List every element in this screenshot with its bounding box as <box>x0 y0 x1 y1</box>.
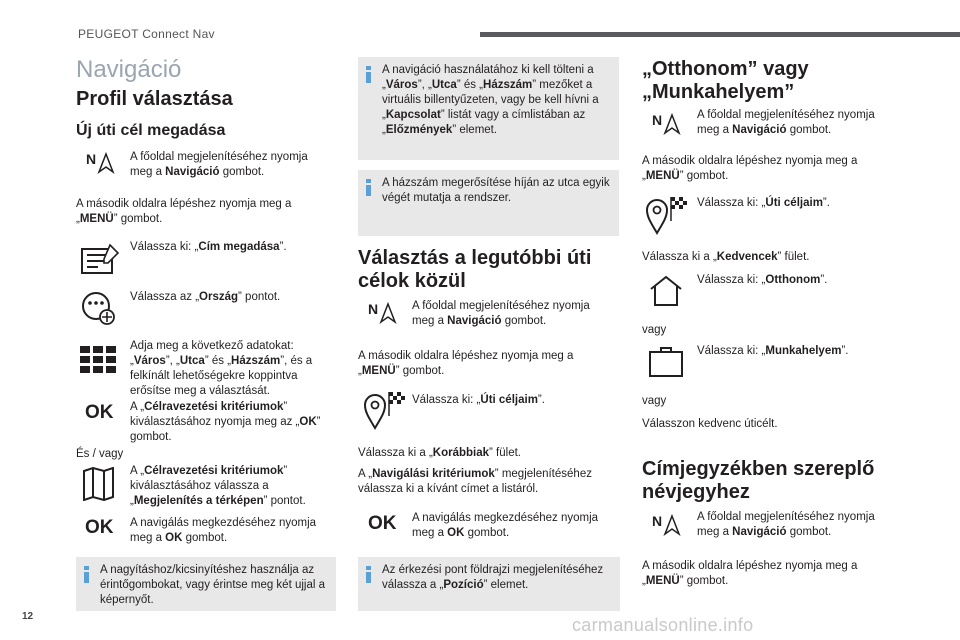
navigation-icon <box>652 111 682 135</box>
paragraph <box>358 446 618 461</box>
section-heading: „Otthonom” vagy „Munkahelyem” <box>642 58 809 103</box>
emphasized-term: Célravezetési kritériumok <box>144 401 284 413</box>
emphasized-term: Úti céljaim <box>480 394 538 406</box>
or-label: És / vagy <box>76 448 124 460</box>
emphasized-term: Pozíció <box>443 579 484 591</box>
page-number: 12 <box>22 611 34 622</box>
step-text <box>697 108 897 138</box>
text-segment: ”. <box>820 274 828 286</box>
emphasized-term: Célravezetési kritériumok <box>144 465 284 477</box>
country-globe-icon <box>80 290 120 326</box>
svg-text:N: N <box>652 513 663 529</box>
text-segment: ” mezőket a virtuális billentyűzeten, vagy be kell hívni a „ <box>382 79 599 121</box>
text-segment: ”, „ <box>165 355 180 367</box>
navigation-icon <box>86 150 116 174</box>
info-text: A nagyításhoz/kicsinyítéshez használja az érintőgombokat, vagy érintse meg két ujjal a képernyőt. <box>100 564 326 606</box>
text-segment: gombot. <box>786 124 832 136</box>
text-segment: Válassza ki: „ <box>412 394 481 406</box>
text-segment: Adja meg a következő adatokat: „ <box>130 340 294 367</box>
text-segment: gombot. <box>501 315 547 327</box>
text-segment: ” kiválasztásához nyomja meg az „ <box>130 401 300 428</box>
paragraph <box>358 349 618 379</box>
or-label: vagy <box>642 324 667 336</box>
text-segment: Válassza ki: „ <box>697 274 766 286</box>
emphasized-term: Cím megadása <box>198 241 280 253</box>
info-icon <box>84 566 89 583</box>
emphasized-term: Utca <box>431 79 457 91</box>
text-segment: ” pontot. <box>263 495 306 507</box>
step-text <box>697 196 897 211</box>
ok-button-icon: OK <box>368 513 397 534</box>
emphasized-term: OK <box>299 416 317 428</box>
text-segment: ” elemet. <box>452 124 498 136</box>
step-text <box>130 516 330 546</box>
text-segment: ” gombot. <box>113 213 163 225</box>
work-briefcase-icon <box>648 346 684 378</box>
brand-header: PEUGEOT Connect Nav <box>78 27 215 41</box>
info-icon <box>366 66 371 83</box>
text-segment: A navigáció használatához ki kell tölteni a „ <box>382 64 594 91</box>
text-segment: Válassza ki: „ <box>130 241 199 253</box>
paragraph <box>642 250 902 265</box>
svg-text:N: N <box>368 301 379 317</box>
text-segment: ” fület. <box>489 447 521 459</box>
emphasized-term: Utca <box>179 355 205 367</box>
text-segment: ” listát vagy a címlistában az „ <box>382 109 586 136</box>
svg-text:N: N <box>86 151 97 167</box>
text-segment: Válassza ki: „ <box>697 197 766 209</box>
emphasized-term: Város <box>385 79 418 91</box>
paragraph: Válasszon kedvenc úticélt. <box>642 418 778 430</box>
step-text <box>697 344 897 359</box>
step-text <box>130 339 330 399</box>
paragraph <box>642 154 902 184</box>
text-segment: ”. <box>537 394 545 406</box>
section-heading: Választás a legutóbbi úti célok közül <box>358 247 592 292</box>
text-segment: ” gombot. <box>395 365 445 377</box>
step-text <box>697 510 897 540</box>
text-segment: A főoldal megjelenítéséhez nyomja meg a <box>412 300 590 327</box>
emphasized-term: Munkahelyem <box>765 345 842 357</box>
info-box <box>358 557 620 611</box>
home-icon <box>648 275 684 307</box>
keyboard-icon <box>80 346 118 374</box>
step-text <box>130 290 330 305</box>
step-text <box>412 299 612 329</box>
emphasized-term: Navigáció <box>732 124 787 136</box>
text-segment: ” fület. <box>777 251 810 263</box>
emphasized-term: Ország <box>199 291 239 303</box>
header-divider <box>480 32 960 37</box>
emphasized-term: Előzmények <box>385 124 453 136</box>
destination-pin-icon <box>645 195 687 235</box>
emphasized-term: Kapcsolat <box>385 109 441 121</box>
text-segment: A főoldal megjelenítéséhez nyomja meg a <box>697 511 875 538</box>
text-segment: ” és „ <box>204 355 232 367</box>
text-segment: Válassza az „ <box>130 291 200 303</box>
emphasized-term: OK <box>165 532 183 544</box>
emphasized-term: Házszám <box>483 79 533 91</box>
text-segment: ” megjelenítéséhez válassza ki a kívánt címet a listáról. <box>358 468 592 495</box>
text-segment: A „ <box>130 401 145 413</box>
emphasized-term: Navigálási kritériumok <box>372 468 495 480</box>
text-segment: ”. <box>822 197 830 209</box>
text-segment: ” gombot. <box>130 416 321 443</box>
text-segment: ”, és a felkínált lehetőségekre koppintva erősítse meg a választását. <box>130 355 313 397</box>
text-segment: gombot. <box>464 527 510 539</box>
subsection-heading: Új úti cél megadása <box>76 122 226 139</box>
text-segment: Az érkezési pont földrajzi megjelenítéséhez válassza a „ <box>382 564 604 591</box>
paragraph <box>358 467 620 497</box>
address-entry-icon <box>80 243 120 277</box>
text-segment: A „ <box>358 468 373 480</box>
or-label: vagy <box>642 395 667 407</box>
paragraph <box>76 197 336 227</box>
emphasized-term: Navigáció <box>732 526 787 538</box>
emphasized-term: Korábbiak <box>432 447 490 459</box>
text-segment: A második oldalra lépéshez nyomja meg a „ <box>642 155 858 182</box>
text-segment: Válassza ki a „ <box>642 251 717 263</box>
text-segment: ” elemet. <box>483 579 529 591</box>
emphasized-term: MENÜ <box>361 365 396 377</box>
text-segment: ”. <box>279 241 287 253</box>
info-text <box>382 63 611 138</box>
info-icon <box>366 566 371 583</box>
ok-button-icon: OK <box>85 517 114 538</box>
map-icon <box>82 467 116 501</box>
emphasized-term: MENÜ <box>645 170 680 182</box>
emphasized-term: Úti céljaim <box>765 197 823 209</box>
info-box <box>358 57 619 160</box>
step-text <box>130 464 330 509</box>
text-segment: ”, „ <box>417 79 432 91</box>
text-segment: ”. <box>841 345 849 357</box>
text-segment: gombot. <box>182 532 228 544</box>
paragraph <box>642 559 902 589</box>
text-segment: Válassza ki: „ <box>697 345 766 357</box>
text-segment: ” és „ <box>456 79 484 91</box>
emphasized-term: Navigáció <box>165 166 220 178</box>
info-box <box>358 170 619 236</box>
text-segment: ” pontot. <box>238 291 281 303</box>
step-text <box>130 400 330 445</box>
text-segment: A navigálás megkezdéséhez nyomja meg a <box>412 512 599 539</box>
svg-text:N: N <box>652 112 663 128</box>
section-heading: Profil választása <box>76 88 233 110</box>
text-segment: A főoldal megjelenítéséhez nyomja meg a <box>697 109 875 136</box>
text-segment: A navigálás megkezdéséhez nyomja meg a <box>130 517 317 544</box>
text-segment: A főoldal megjelenítéséhez nyomja meg a <box>130 151 308 178</box>
text-segment: A második oldalra lépéshez nyomja meg a „ <box>76 198 292 225</box>
text-segment: ” gombot. <box>679 170 729 182</box>
text-segment: A második oldalra lépéshez nyomja meg a „ <box>358 350 574 377</box>
watermark: carmanualsonline.info <box>572 615 754 635</box>
step-text <box>412 393 612 408</box>
info-box <box>76 557 336 611</box>
section-heading: Címjegyzékben szereplő névjegyhez <box>642 458 875 503</box>
emphasized-term: MENÜ <box>79 213 114 225</box>
emphasized-term: MENÜ <box>645 575 680 587</box>
info-text: A házszám megerősítése híján az utca egyik végét mutatja a rendszer. <box>382 177 610 204</box>
text-segment: A második oldalra lépéshez nyomja meg a „ <box>642 560 858 587</box>
emphasized-term: Megjelenítés a térképen <box>133 495 264 507</box>
text-segment: Válassza ki a „ <box>358 447 433 459</box>
emphasized-term: Kedvencek <box>716 251 778 263</box>
text-segment: gombot. <box>786 526 832 538</box>
emphasized-term: OK <box>447 527 465 539</box>
destination-pin-icon <box>363 390 405 430</box>
text-segment: ” gombot. <box>679 575 729 587</box>
text-segment: gombot. <box>219 166 265 178</box>
text-segment: A „ <box>130 465 145 477</box>
navigation-icon <box>652 512 682 536</box>
emphasized-term: Város <box>133 355 166 367</box>
emphasized-term: Házszám <box>231 355 281 367</box>
step-text <box>412 511 612 541</box>
text-segment: ” kiválasztásához válassza a „ <box>130 465 288 507</box>
emphasized-term: Otthonom <box>765 274 821 286</box>
page-title: Navigáció <box>76 56 182 83</box>
step-text <box>130 150 330 180</box>
info-text <box>382 563 612 593</box>
ok-button-icon: OK <box>85 402 114 423</box>
info-icon <box>366 179 371 196</box>
step-text <box>130 240 330 255</box>
navigation-icon <box>368 300 398 324</box>
emphasized-term: Navigáció <box>447 315 502 327</box>
step-text <box>697 273 897 288</box>
